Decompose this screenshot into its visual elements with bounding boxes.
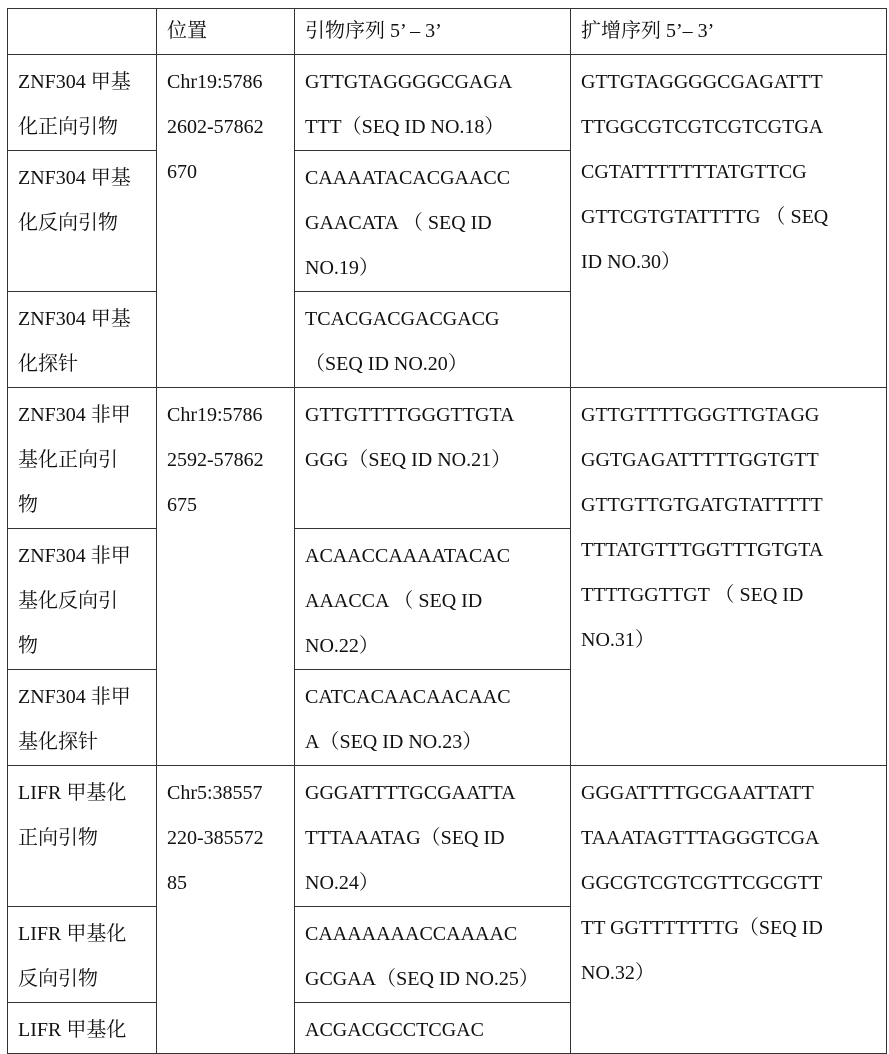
primer-name: ZNF304 甲基 化反向引物 xyxy=(8,151,157,292)
primer-sequence: GTTGTTTTGGGTTGTA GGG（SEQ ID NO.21） xyxy=(295,388,571,529)
primer-name: ZNF304 甲基 化探针 xyxy=(8,292,157,388)
primer-sequence: GTTGTAGGGGCGAGA TTT（SEQ ID NO.18） xyxy=(295,55,571,151)
header-amplicon-sequence: 扩增序列 5’– 3’ xyxy=(571,9,887,55)
primer-name: LIFR 甲基化 正向引物 xyxy=(8,766,157,907)
header-primer-sequence: 引物序列 5’ – 3’ xyxy=(295,9,571,55)
primer-name: ZNF304 甲基 化正向引物 xyxy=(8,55,157,151)
primer-name: ZNF304 非甲 基化反向引 物 xyxy=(8,529,157,670)
amplicon-sequence: GTTGTAGGGGCGAGATTT TTGGCGTCGTCGTCGTGA CGTATTTTTTTATGTTCG GTTCGTGTATTTTG （ SEQ ID NO.30） xyxy=(571,55,887,388)
primer-name: ZNF304 非甲 基化探针 xyxy=(8,670,157,766)
table-row xyxy=(8,388,887,529)
amplicon-sequence: GGGATTTTGCGAATTATT TAAATAGTTTAGGGTCGA GGCGTCGTCGTTCGCGTT TT GGTTTTTTTG（SEQ ID NO.32） xyxy=(571,766,887,1054)
primer-name: LIFR 甲基化 反向引物 xyxy=(8,907,157,1003)
primer-sequence: CAAAAAAACCAAAAC GCGAA（SEQ ID NO.25） xyxy=(295,907,571,1003)
primer-sequence: ACGACGCCTCGAC xyxy=(295,1003,571,1054)
primer-sequence: ACAACCAAAATACAC AAACCA （ SEQ ID NO.22） xyxy=(295,529,571,670)
table-row xyxy=(8,766,887,907)
primer-sequence: TCACGACGACGACG （SEQ ID NO.20） xyxy=(295,292,571,388)
header-blank xyxy=(8,9,157,55)
header-row xyxy=(8,9,887,55)
primer-sequence: CATCACAACAACAAC A（SEQ ID NO.23） xyxy=(295,670,571,766)
primer-sequence: CAAAATACACGAACC GAACATA （ SEQ ID NO.19） xyxy=(295,151,571,292)
position: Chr19:5786 2592-57862 675 xyxy=(157,388,295,766)
primer-name: ZNF304 非甲 基化正向引 物 xyxy=(8,388,157,529)
amplicon-sequence: GTTGTTTTGGGTTGTAGG GGTGAGATTTTTGGTGTT GTTGTTGTGATGTATTTTT TTTATGTTTGGTTTGTGTA TTTTGGTTGT （ SEQ ID NO.31） xyxy=(571,388,887,766)
primer-name: LIFR 甲基化 xyxy=(8,1003,157,1054)
position: Chr5:38557 220-385572 85 xyxy=(157,766,295,1054)
position: Chr19:5786 2602-57862 670 xyxy=(157,55,295,388)
header-position: 位置 xyxy=(157,9,295,55)
table-row xyxy=(8,55,887,151)
primer-table xyxy=(7,8,887,1054)
primer-sequence: GGGATTTTGCGAATTA TTTAAATAG（SEQ ID NO.24） xyxy=(295,766,571,907)
